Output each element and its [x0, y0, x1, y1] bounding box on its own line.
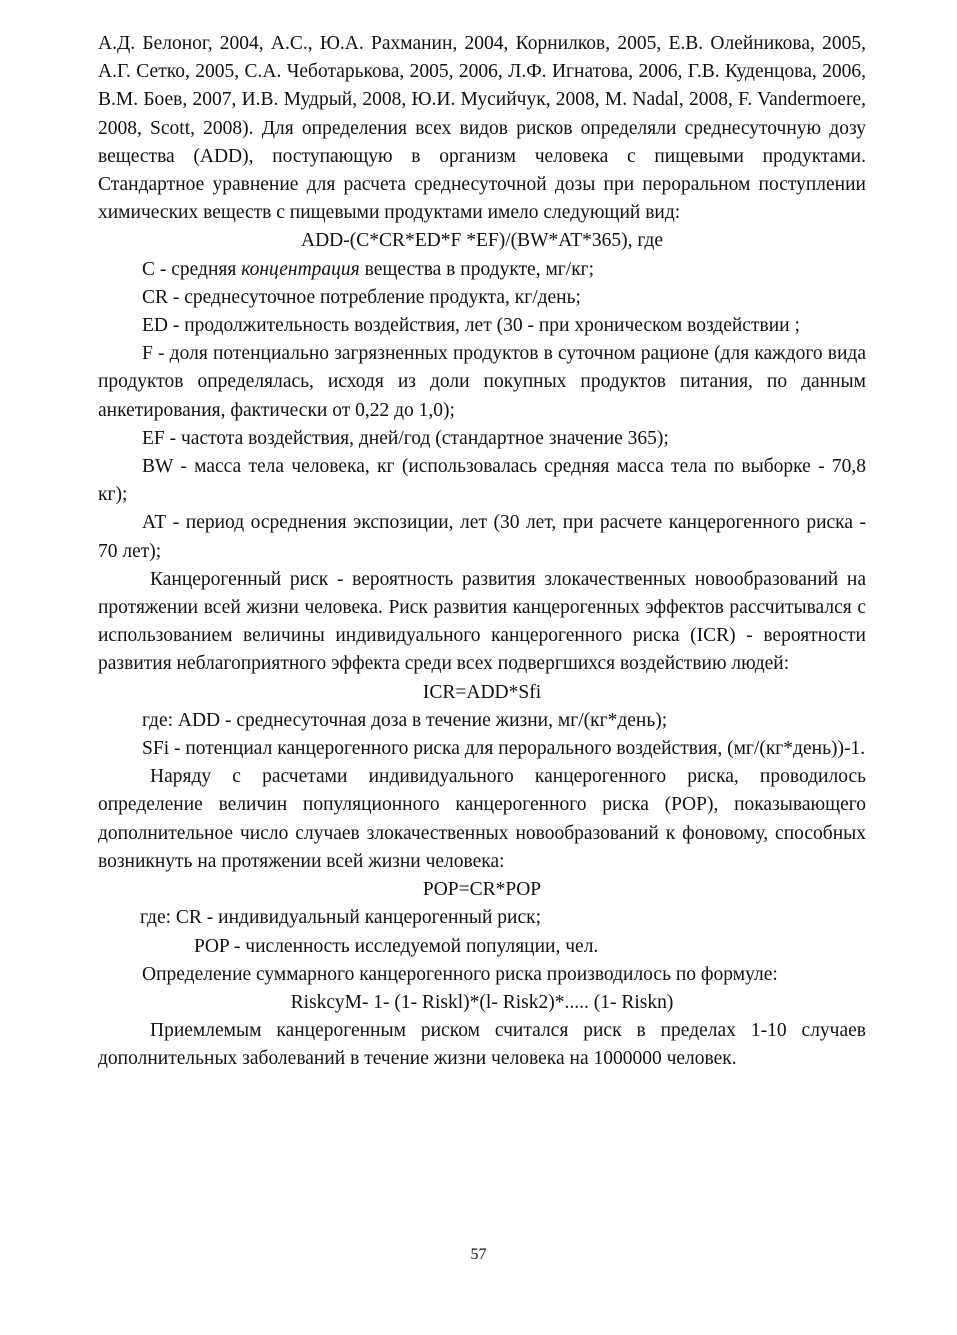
definition-c-tail: вещества в продукте, мг/кг;	[359, 258, 595, 280]
pop-paragraph: Наряду с расчетами индивидуального канцерогенного риска, проводилось определение величин популяционного канцерогенного риска (POP), показывающего дополнительное число случаев злокачественных новообразований к фоновому, способных возникнуть на протяжении всей жизни человека:	[98, 766, 866, 872]
formula-icr: ICR=ADD*Sfi	[422, 681, 542, 703]
definition-sfi: SFi - потенциал канцерогенного риска для перорального воздействия, (мг/(кг*день))-1.	[142, 738, 866, 760]
definition-pop: POP - численность исследуемой популяции, чел.	[194, 935, 599, 957]
formula-sum-risk: RiskсуМ- 1- (1- Riskl)*(l- Risk2)*..... (1- Riskn)	[290, 991, 674, 1013]
formula-pop: POP=CR*POP	[422, 879, 542, 901]
carcinogenic-risk-paragraph: Канцерогенный риск - вероятность развития злокачественных новообразований на протяжении всей жизни человека. Риск развития канцерогенных эффектов рассчитывался с использованием величины индивидуального канцерогенного риска (ICR) - вероятности развития неблагоприятного эффекта среди всех подвергшихся воздействию людей:	[98, 568, 866, 675]
formula-add: ADD-(C*CR*ED*F *EF)/(BW*AT*365), где	[301, 230, 663, 252]
definition-ed: ED - продолжительность воздействия, лет (30 - при хроническом воздействии ;	[142, 315, 800, 337]
definition-c-text: С - средняя	[142, 258, 242, 280]
sum-risk-paragraph: Определение суммарного канцерогенного риска производилось по формуле:	[142, 963, 778, 985]
definition-c	[98, 256, 866, 284]
definition-cr: CR - среднесуточное потребление продукта, кг/день;	[142, 286, 581, 308]
definition-at: АТ - период осреднения экспозиции, лет (30 лет, при расчете канцерогенного риска - 70 лет);	[98, 512, 866, 562]
page-body	[98, 30, 866, 1074]
intro-paragraph: А.Д. Белоног, 2004, А.С., Ю.А. Рахманин, 2004, Корнилков, 2005, Е.В. Олейникова, 2005, А.Г. Сетко, 2005, С.А. Чеботарькова, 2005, 2006, Л.Ф. Игнатова, 2006, Г.В. Куденцова, 2006, В.М. Боев, 2007, И.В. Мудрый, 2008, Ю.И. Мусийчук, 2008, M. Nadal, 2008, F. Vandermoere, 2008, Scott, 2008). Для определения всех видов рисков определяли среднесуточную дозу вещества (ADD), поступающую в организм человека с пищевыми продуктами. Стандартное уравнение для расчета среднесуточной дозы при пероральном поступлении химических веществ с пищевыми продуктами имело следующий вид:	[98, 33, 866, 224]
definition-ef: EF - частота воздействия, дней/год (стандартное значение 365);	[142, 427, 669, 449]
acceptable-risk-paragraph: Приемлемым канцерогенным риском считался риск в пределах 1-10 случаев дополнительных заболеваний в течение жизни человека на 1000000 человек.	[98, 1020, 866, 1070]
definition-cr-individual: где: CR - индивидуальный канцерогенный риск;	[140, 907, 542, 929]
definition-add: где: ADD - среднесуточная доза в течение жизни, мг/(кг*день);	[142, 709, 668, 731]
page-number: 57	[470, 1246, 487, 1263]
definition-f: F - доля потенциально загрязненных продуктов в суточном рационе (для каждого вида продуктов определялась, исходя из доли покупных продуктов питания, по данным анкетирования, фактически от 0,22 до 1,0);	[98, 343, 866, 421]
definition-c-italic: концентрация	[241, 258, 360, 280]
definition-bw: BW - масса тела человека, кг (использовалась средняя масса тела по выборке - 70,8 кг);	[98, 456, 866, 506]
